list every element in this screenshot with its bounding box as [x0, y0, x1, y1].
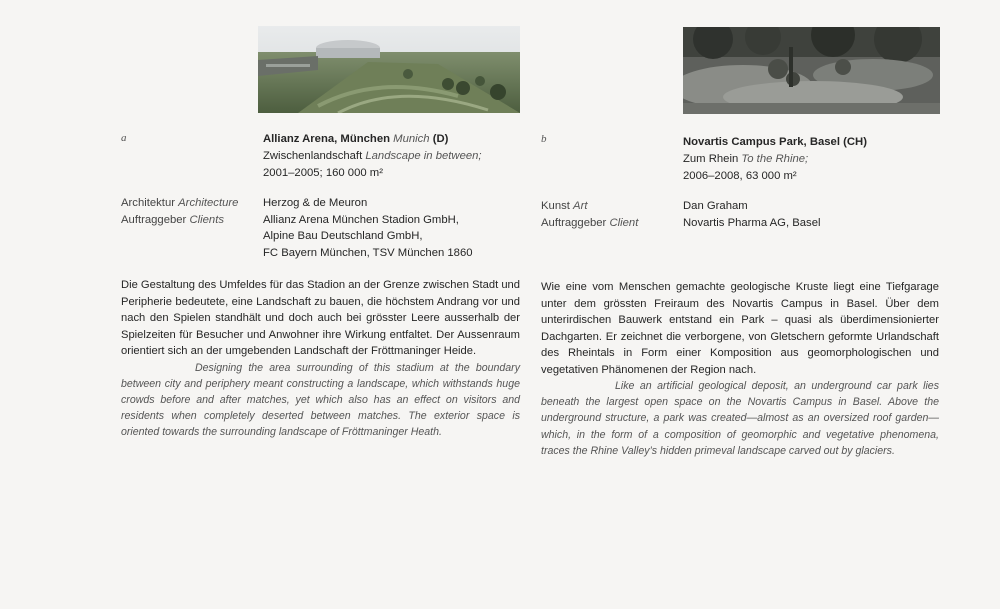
project-b-subtitle-en: To the Rhine; — [741, 153, 809, 165]
credit-row — [121, 195, 521, 212]
project-a-text — [121, 277, 520, 441]
project-a-title-en: Munich — [393, 133, 430, 145]
credit-label-en: Clients — [189, 213, 224, 226]
credit-label-en: Architecture — [178, 197, 239, 209]
project-a-subtitle-line — [263, 148, 533, 165]
project-b-dates: 2006–2008, 63 000 m² — [683, 170, 797, 182]
credit-label: Auftraggeber — [121, 213, 187, 226]
project-b-credits — [541, 198, 961, 231]
project-a-credits — [121, 195, 521, 261]
project-b-heading — [683, 134, 953, 185]
project-a-heading — [263, 131, 533, 182]
project-a-subtitle-en: Landscape in between; — [365, 150, 482, 162]
credit-label: Auftraggeber — [541, 216, 607, 229]
project-a-subtitle: Zwischenlandschaft — [263, 150, 363, 162]
novartis-park-photo — [683, 27, 940, 114]
project-b-title: Novartis Campus Park, Basel (CH) — [683, 136, 867, 148]
credit-label: Kunst — [541, 200, 570, 212]
credit-label-en: Client — [609, 216, 639, 229]
project-b-text — [541, 279, 939, 459]
allianz-arena-photo — [258, 26, 520, 113]
project-a-title: Allianz Arena, München — [263, 133, 391, 145]
credit-value: Herzog & de Meuron — [263, 197, 368, 209]
credit-value: Dan Graham — [683, 200, 748, 212]
credit-row — [541, 215, 961, 232]
credit-label: Architektur — [121, 197, 175, 209]
project-a-dates: 2001–2005; 160 000 m² — [263, 167, 383, 179]
credit-value-continued: FC Bayern München, TSV München 1860 — [263, 246, 473, 259]
figure-tag-b: b — [541, 133, 547, 145]
credit-value-continued: Alpine Bau Deutschland GmbH, — [263, 230, 423, 242]
credit-row — [541, 198, 961, 215]
project-b-subtitle-line — [683, 151, 953, 168]
project-b-title-line — [683, 134, 953, 151]
credit-label-en: Art — [573, 200, 588, 212]
project-a-title-line — [263, 131, 533, 148]
project-a-text-en: Designing the area surrounding of this stadium at the boundary between city and periphery meant constructing a landscape, which withstands huge crowds before and after matches, yet which also has an effect on visitors and residents when completely deserted between matches. The exterior space is oriented towards the surrounding landscape of Fröttmaninger Heath. — [121, 361, 520, 439]
project-b-text-de: Wie eine vom Menschen gemachte geologische Kruste liegt eine Tiefgarage unter dem grössten Freiraum des Novartis Campus in Basel. Über dem unterirdischen Bauwerk entstand ein Park – quasi als überdimensionierter Dachgarten. Er zeichnet die verborgene, von Gletschern geformte Urlandschaft des Rheintals in Form einer Komposition aus geomorphologischen und vegetativen Phänomenen der Region nach. — [541, 281, 939, 376]
project-b-text-en: Like an artificial geological deposit, an underground car park lies beneath the largest open space on the Novartis Campus in Basel. Above the underground structure, a park was created—almost as an oversized roof garden—which, in the form of a composition of geomorphic and vegetative phenomena, traces the Rhine Valley’s hidden primeval landscape carved out by glaciers. — [541, 380, 939, 457]
credit-value: Allianz Arena München Stadion GmbH, — [263, 213, 459, 226]
project-a-country: (D) — [432, 133, 449, 145]
figure-tag-a: a — [121, 132, 127, 144]
project-b-subtitle: Zum Rhein — [683, 153, 739, 165]
credit-value: Novartis Pharma AG, Basel — [683, 216, 821, 229]
project-a-text-de: Die Gestaltung des Umfeldes für das Stadion an der Grenze zwischen Stadt und Peripherie bedeutete, eine Landschaft zu bauen, die höchstem Andrang vor und nach den Spielen standhält und doch auch bei grösster Leere ausserhalb der Spielzeiten für Besucher und Anwohner ihre Wirkung entfaltet. Der Aussenraum orientiert sich an der umgebenden Landschaft der Fröttmaninger Heide. — [121, 279, 520, 357]
credit-row — [121, 212, 521, 229]
